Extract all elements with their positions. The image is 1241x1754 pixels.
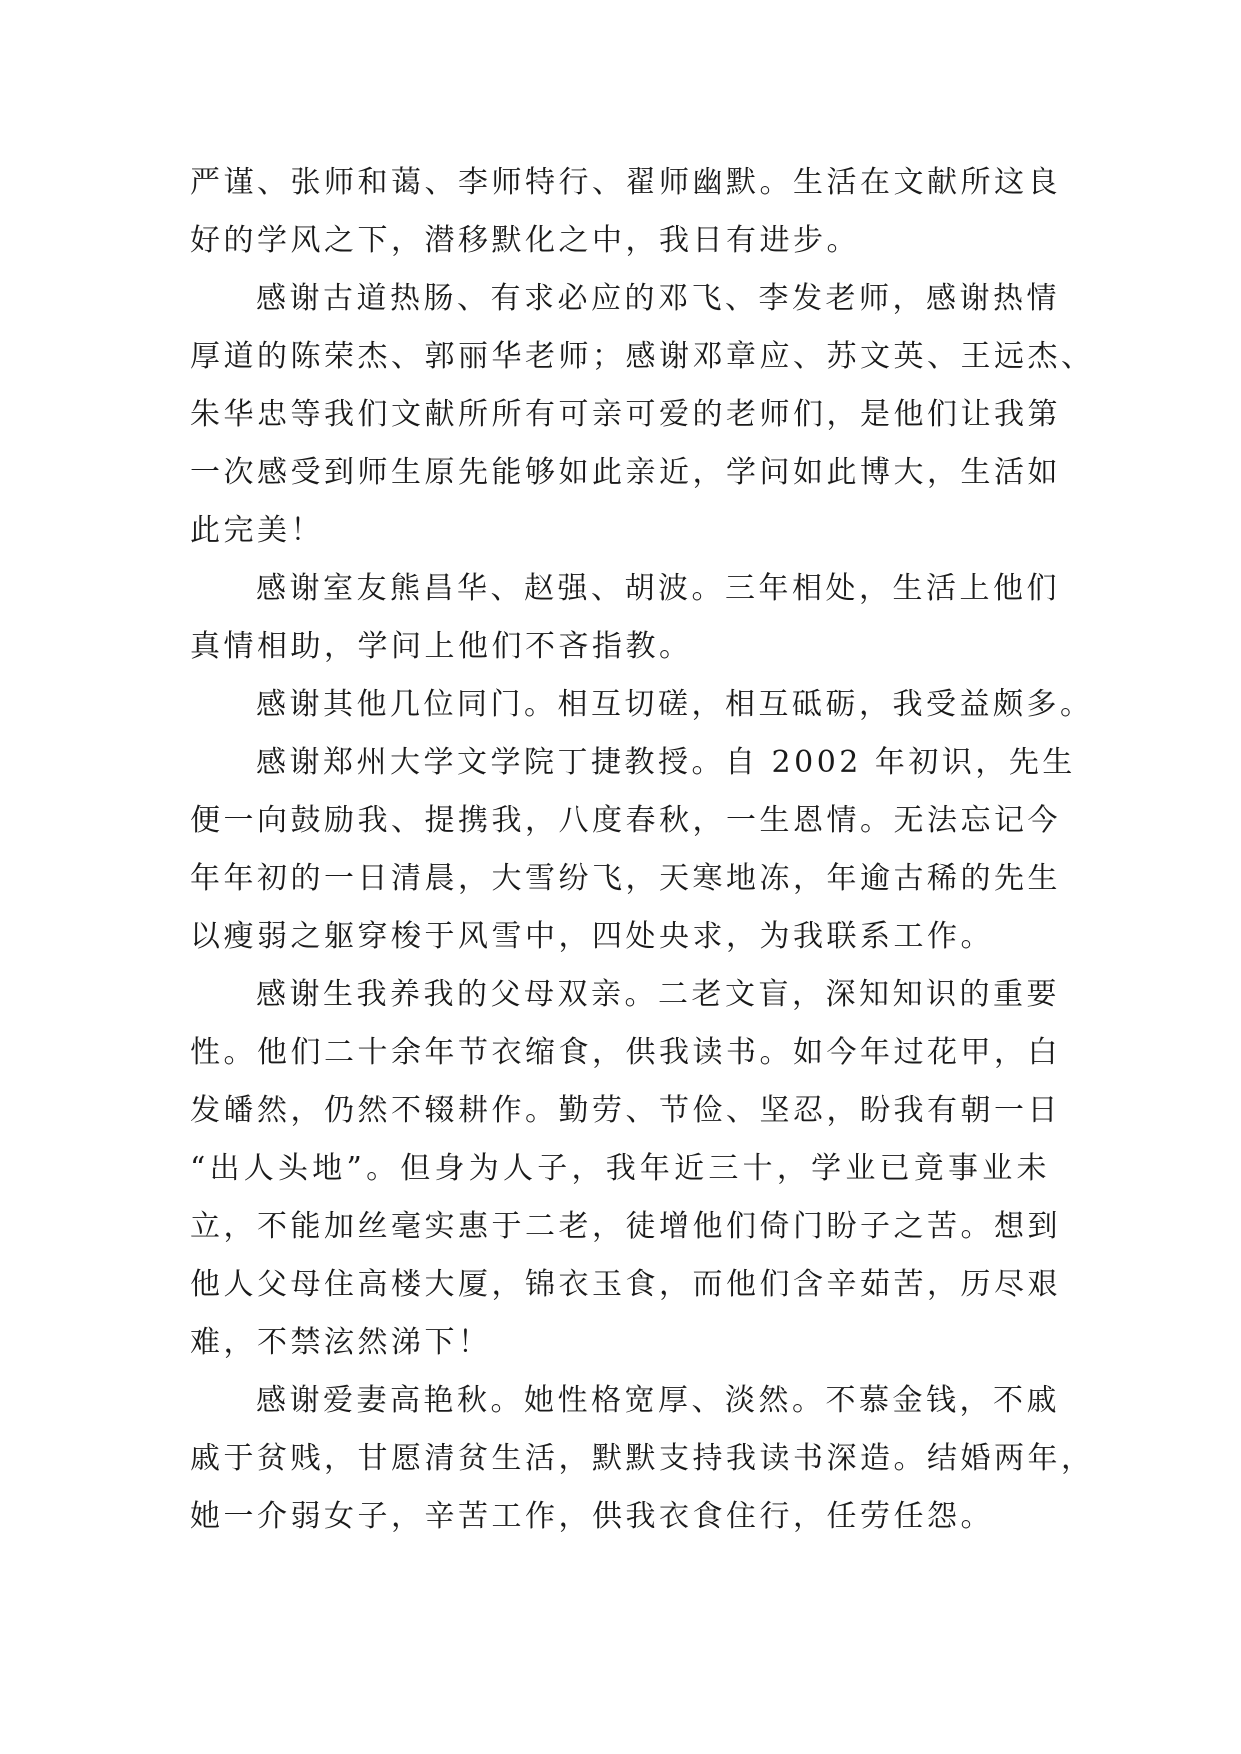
text-line: 立，不能加丝毫实惠于二老，徒增他们倚门盼子之苦。想到 [190, 1209, 1061, 1244]
text-line: 厚道的陈荣杰、郭丽华老师；感谢邓章应、苏文英、王远杰、 [190, 339, 1095, 374]
text-line: 严谨、张师和蔼、李师特行、翟师幽默。生活在文献所这良 [190, 165, 1061, 200]
text-line: 感谢古道热肠、有求必应的邓飞、李发老师，感谢热情 [256, 281, 1060, 316]
text-line: 感谢生我养我的父母双亲。二老文盲，深知知识的重要 [256, 977, 1060, 1012]
text-line: “出人头地”。但身为人子，我年近三十，学业已竟事业未 [190, 1151, 1050, 1186]
text-line: 年年初的一日清晨，大雪纷飞，天寒地冻，年逾古稀的先生 [190, 861, 1061, 896]
text-line: 真情相助，学问上他们不吝指教。 [190, 629, 693, 664]
text-line: 感谢室友熊昌华、赵强、胡波。三年相处，生活上他们 [256, 571, 1060, 606]
text-line: 好的学风之下，潜移默化之中，我日有进步。 [190, 223, 860, 258]
text-line: 她一介弱女子，辛苦工作，供我衣食住行，任劳任怨。 [190, 1499, 994, 1534]
text-line: 朱华忠等我们文献所所有可亲可爱的老师们，是他们让我第 [190, 397, 1061, 432]
text-line: 戚于贫贱，甘愿清贫生活，默默支持我读书深造。结婚两年， [190, 1441, 1095, 1476]
text-line: 以瘦弱之躯穿梭于风雪中，四处央求，为我联系工作。 [190, 919, 994, 954]
text-line: 便一向鼓励我、提携我，八度春秋，一生恩情。无法忘记今 [190, 803, 1061, 838]
text-line: 性。他们二十余年节衣缩食，供我读书。如今年过花甲，白 [190, 1035, 1061, 1070]
acknowledgement-text [190, 154, 1095, 1546]
text-line: 一次感受到师生原先能够如此亲近，学问如此博大，生活如 [190, 455, 1061, 490]
text-line: 感谢郑州大学文学院丁捷教授。自 2002 年初识，先生 [256, 745, 1076, 780]
text-line: 他人父母住高楼大厦，锦衣玉食，而他们含辛茹苦，历尽艰 [190, 1267, 1061, 1302]
text-line: 感谢其他几位同门。相互切磋，相互砥砺，我受益颇多。 [256, 687, 1094, 722]
text-line: 此完美！ [190, 513, 324, 548]
text-line: 发皤然，仍然不辍耕作。勤劳、节俭、坚忍，盼我有朝一日 [190, 1093, 1061, 1128]
text-line: 感谢爱妻高艳秋。她性格宽厚、淡然。不慕金钱，不戚 [256, 1383, 1060, 1418]
text-line: 难，不禁泫然涕下！ [190, 1325, 492, 1360]
